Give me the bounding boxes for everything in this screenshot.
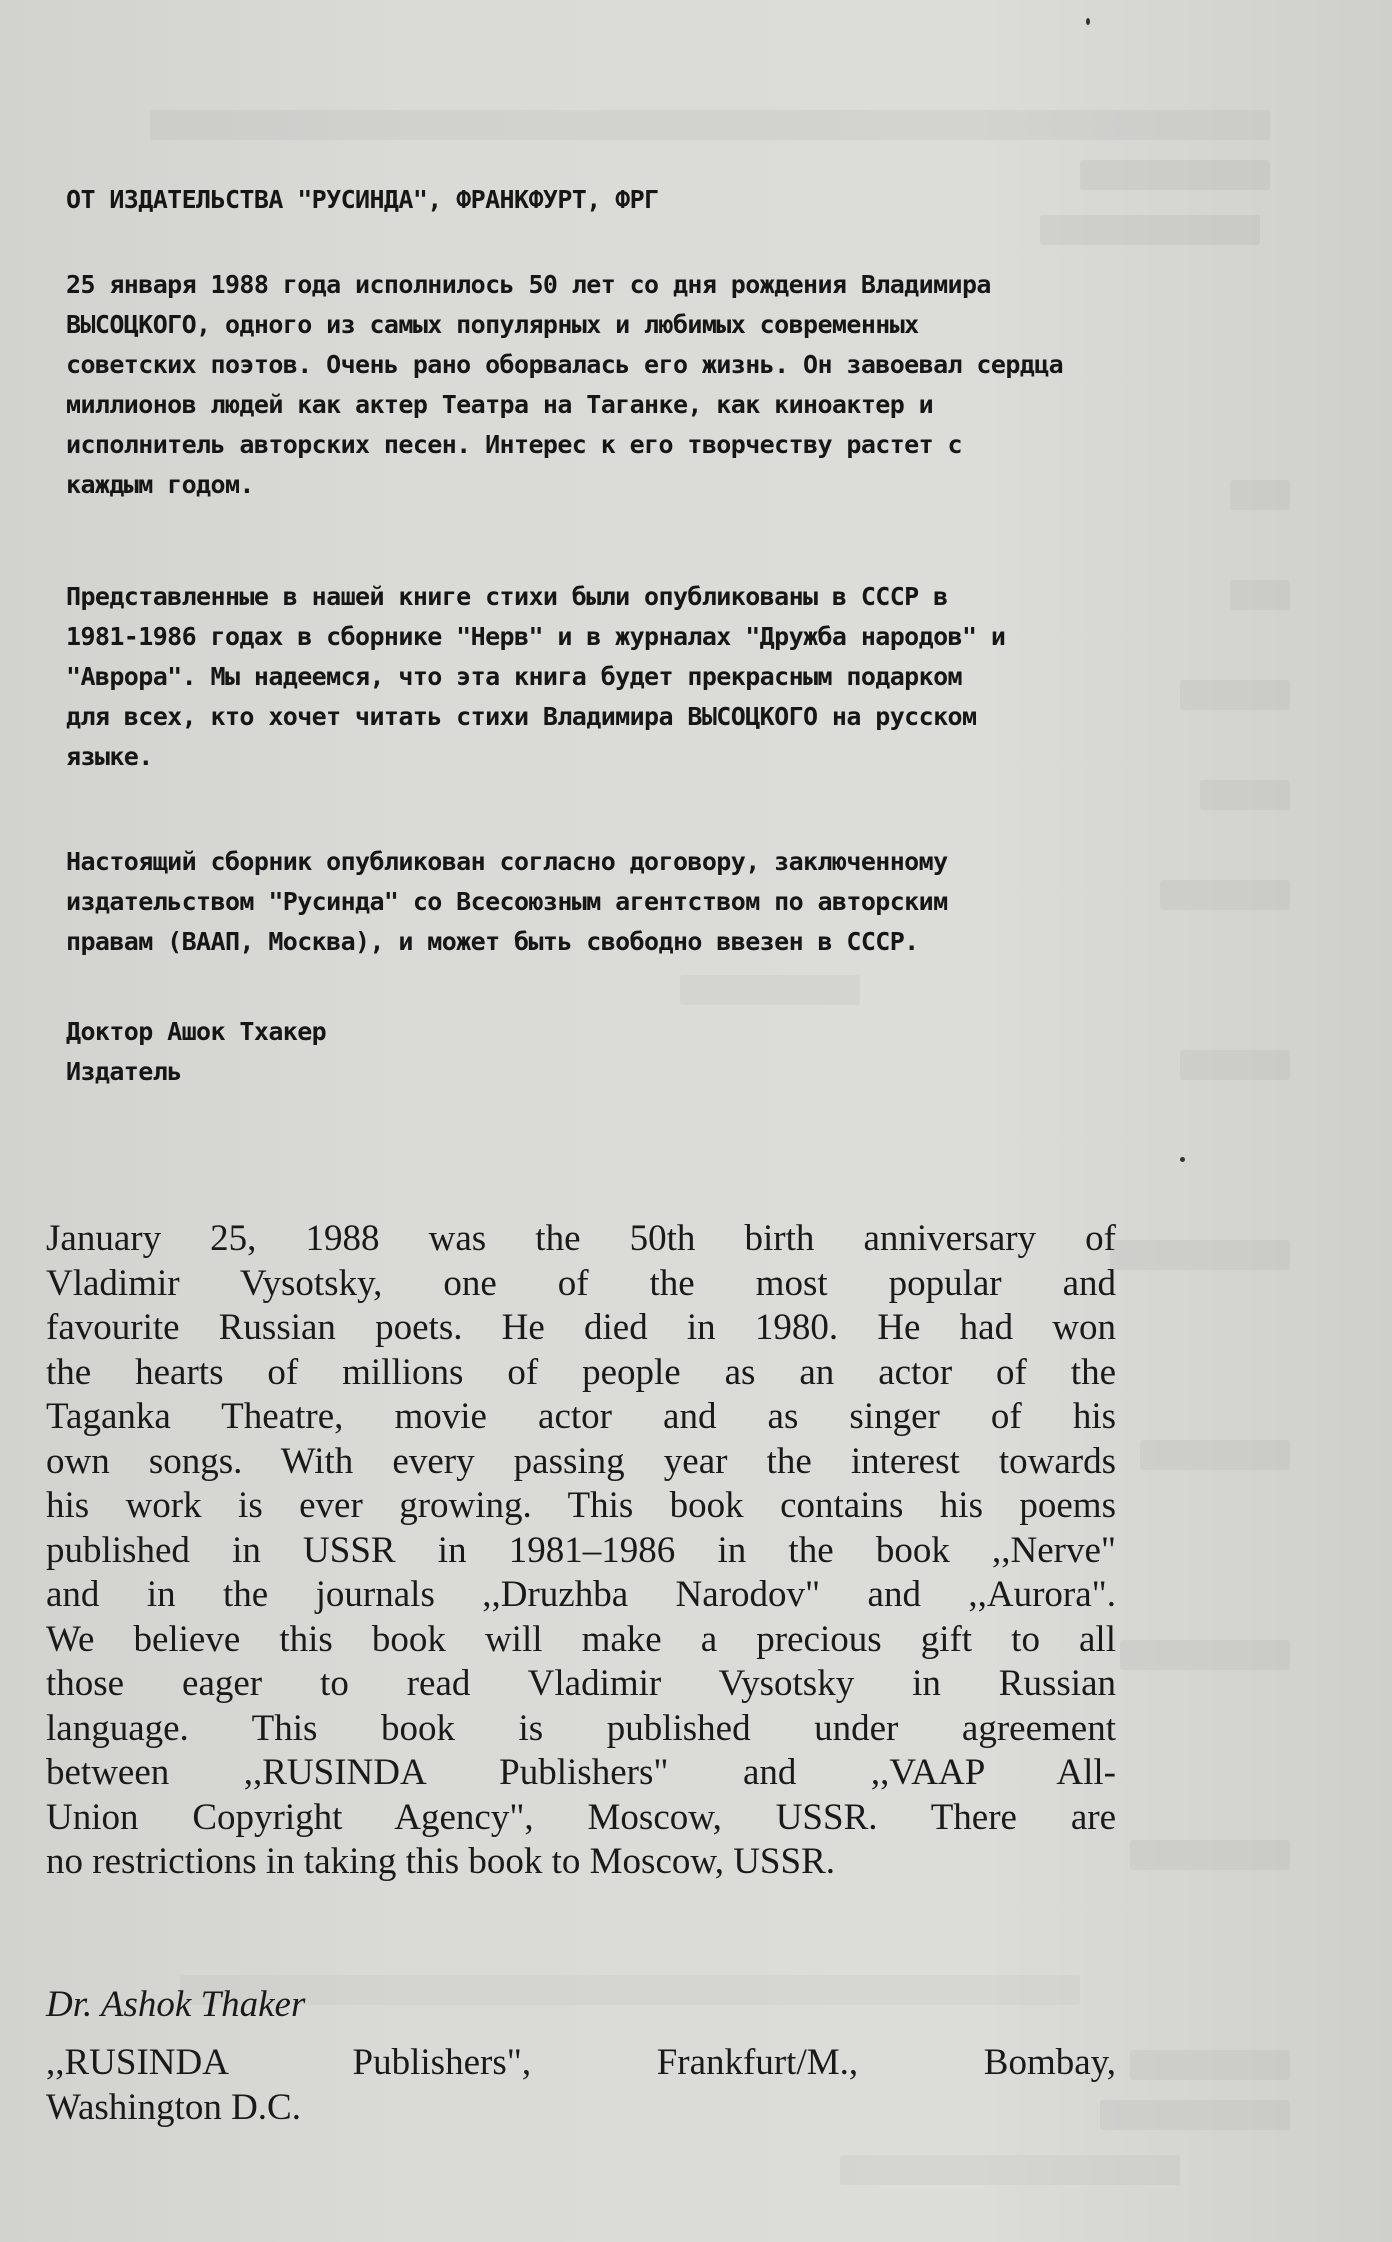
russian-text-line: издательством "Русинда" со Всесоюзным агентством по авторским xyxy=(66,887,948,916)
english-text-line: Union Copyright Agency", Moscow, USSR. There are xyxy=(46,1796,1116,1838)
english-text-line: Taganka Theatre, movie actor and as singer of his xyxy=(46,1396,1116,1437)
russian-text-line: исполнитель авторских песен. Интерес к его творчеству растет с xyxy=(66,430,962,459)
russian-signature-title: Издатель xyxy=(66,1057,182,1086)
bleed-through-mark xyxy=(1110,1240,1290,1270)
russian-text-line: для всех, кто хочет читать стихи Владимира ВЫСОЦКОГО на русском xyxy=(66,702,977,731)
english-text-line: those eager to read Vladimir Vysotsky in Russian xyxy=(46,1663,1116,1704)
bleed-through-mark xyxy=(150,110,1270,140)
english-text-line: January 25, 1988 was the 50th birth anniversary of xyxy=(46,1218,1116,1259)
print-speck xyxy=(1180,1157,1185,1162)
english-text-line: favourite Russian poets. He died in 1980. He had won xyxy=(46,1307,1116,1348)
russian-text-line: "Аврора". Мы надеемся, что эта книга будет прекрасным подарком xyxy=(66,662,962,691)
russian-text-line: миллионов людей как актер Театра на Таганке, как киноактер и xyxy=(66,390,934,419)
russian-text-line: 25 января 1988 года исполнилось 50 лет со дня рождения Владимира xyxy=(66,270,991,299)
russian-text-line: языке. xyxy=(66,742,153,771)
english-text-line: language. This book is published under agreement xyxy=(46,1707,1116,1749)
english-location-line: Washington D.C. xyxy=(46,2086,301,2128)
english-signature xyxy=(46,1983,1116,2028)
english-publisher-line: ,,RUSINDA Publishers", Frankfurt/M., Bombay, xyxy=(46,2042,1116,2083)
russian-signature xyxy=(66,1012,1256,1092)
bleed-through-mark xyxy=(1120,1640,1290,1670)
bleed-through-mark xyxy=(680,975,860,1005)
russian-text-line: советских поэтов. Очень рано оборвалась его жизнь. Он завоевал сердца xyxy=(66,350,1064,379)
english-text-line: We believe this book will make a precious gift to all xyxy=(46,1618,1116,1660)
russian-text-line: Представленные в нашей книге стихи были опубликованы в СССР в xyxy=(66,582,948,611)
russian-text-line: каждым годом. xyxy=(66,470,254,499)
english-text-line: the hearts of millions of people as an actor of the xyxy=(46,1351,1116,1393)
bleed-through-mark xyxy=(1130,2050,1290,2080)
russian-heading-text: ОТ ИЗДАТЕЛЬСТВА "РУСИНДА", ФРАНКФУРТ, ФРГ xyxy=(66,185,659,214)
russian-text-line: правам (ВААП, Москва), и может быть свободно ввезен в СССР. xyxy=(66,927,919,956)
bleed-through-mark xyxy=(1130,1840,1290,1870)
russian-signature-name: Доктор Ашок Тхакер xyxy=(66,1017,327,1046)
english-text-line: own songs. With every passing year the interest towards xyxy=(46,1440,1116,1482)
print-speck xyxy=(1086,18,1090,25)
bleed-through-mark xyxy=(1100,2100,1290,2130)
russian-text-line: ВЫСОЦКОГО, одного из самых популярных и любимых современных xyxy=(66,310,919,339)
english-text-line: published in USSR in 1981–1986 in the book ,,Nerve" xyxy=(46,1529,1116,1571)
english-paragraph xyxy=(46,1217,1116,1885)
english-signature-name: Dr. Ashok Thaker xyxy=(46,1984,306,2025)
russian-paragraph-2 xyxy=(66,577,1256,777)
english-publisher xyxy=(46,2041,1116,2130)
english-text-line: between ,,RUSINDA Publishers" and ,,VAAP All- xyxy=(46,1752,1116,1793)
bleed-through-mark xyxy=(1140,1440,1290,1470)
russian-paragraph-1 xyxy=(66,265,1256,505)
bleed-through-mark xyxy=(1200,780,1290,810)
bleed-through-mark xyxy=(840,2155,1180,2185)
english-text-line: and in the journals ,,Druzhba Narodov" and ,,Aurora". xyxy=(46,1574,1116,1615)
russian-text-line: 1981-1986 годах в сборнике "Нерв" и в журналах "Дружба народов" и xyxy=(66,622,1006,651)
english-text-line: no restrictions in taking this book to Moscow, USSR. xyxy=(46,1841,835,1882)
english-text-line: Vladimir Vysotsky, one of the most popular and xyxy=(46,1262,1116,1304)
russian-text-line: Настоящий сборник опубликован согласно договору, заключенному xyxy=(66,847,948,876)
russian-heading xyxy=(66,180,1256,220)
english-text-line: his work is ever growing. This book contains his poems xyxy=(46,1485,1116,1526)
russian-paragraph-3 xyxy=(66,842,1256,962)
